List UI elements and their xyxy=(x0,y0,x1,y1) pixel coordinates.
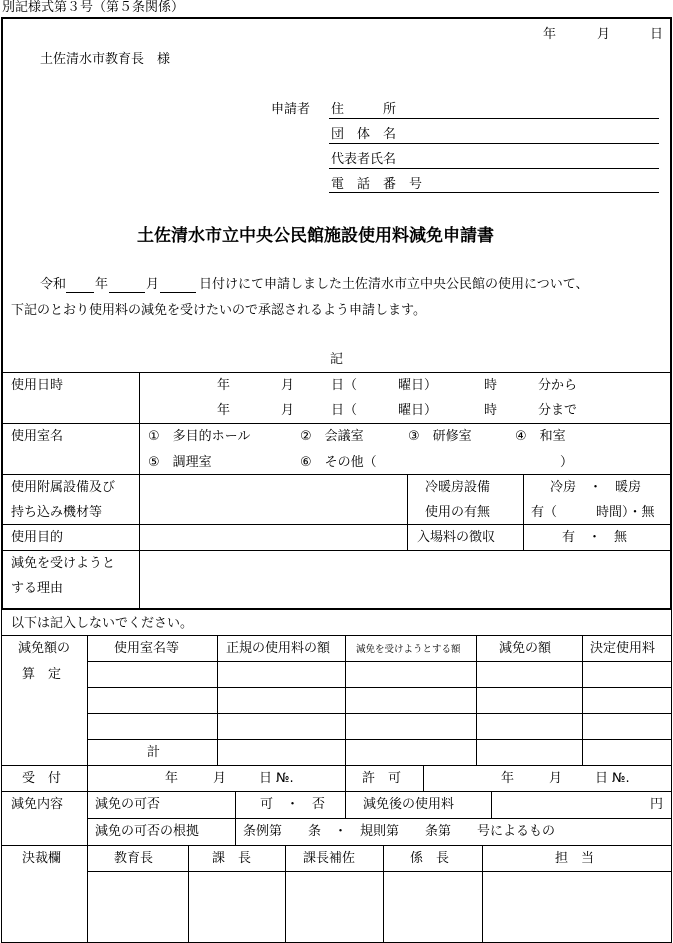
room-option-other-close: ） xyxy=(560,455,574,470)
calc-header-room: 使用室名等 xyxy=(114,641,180,656)
reason-label-line2: する理由 xyxy=(11,581,64,596)
applicant-label: 申請者 xyxy=(271,102,311,117)
room-option-training[interactable]: ③ 研修室 xyxy=(408,429,472,444)
admission-fee-label: 入場料の徴収 xyxy=(417,530,496,545)
body-month-field[interactable] xyxy=(109,292,145,293)
applicant-group-label: 団 体 名 xyxy=(331,127,397,142)
equipment-label-line1: 使用附属設備及び xyxy=(11,480,116,495)
calc-header-final-fee: 決定使用料 xyxy=(590,641,656,656)
hvac-label-line2: 使用の有無 xyxy=(425,505,491,520)
applicant-address-field[interactable] xyxy=(329,118,659,119)
after-fee-label: 減免後の使用料 xyxy=(363,797,455,812)
calc-header-regular-fee: 正規の使用料の額 xyxy=(226,641,331,656)
hvac-detail[interactable]: 有（ 時間）・無 xyxy=(531,505,655,520)
reason-label-line1: 減免を受けようと xyxy=(11,556,116,571)
role-superintendent: 教育長 xyxy=(114,851,154,866)
applicant-phone-label: 電 話 番 号 xyxy=(331,177,423,192)
body-era-year-field[interactable] xyxy=(66,292,94,293)
room-option-hall[interactable]: ① 多目的ホール xyxy=(148,429,251,444)
role-staff: 担 当 xyxy=(555,851,595,866)
applicant-rep-field[interactable] xyxy=(329,168,659,169)
body-day-field[interactable] xyxy=(160,292,196,293)
role-subsection-chief: 係 長 xyxy=(410,851,450,866)
basis-text[interactable]: 条例第 条 ・ 規則第 条第 号によるもの xyxy=(243,824,556,839)
room-option-other[interactable]: ⑥ その他（ xyxy=(300,455,377,470)
calc-header-reduction: 減免の額 xyxy=(499,641,552,656)
reduction-label: 減免内容 xyxy=(11,797,64,812)
office-use-note: 以下は記入しないでください。 xyxy=(11,616,194,631)
form-style-label: 別記様式第３号（第５条関係） xyxy=(2,0,185,15)
body-line-2: 下記のとおり使用料の減免を受けたいので承認されるよう申請します。 xyxy=(11,303,426,318)
approval-section-label: 決裁欄 xyxy=(22,851,62,866)
basis-label: 減免の可否の根拠 xyxy=(95,824,200,839)
room-label: 使用室名 xyxy=(11,429,64,444)
calc-label-line1: 減免額の xyxy=(18,641,71,656)
yen-unit: 円 xyxy=(650,797,664,812)
applicant-rep-label: 代表者氏名 xyxy=(331,152,397,167)
room-option-meeting[interactable]: ② 会議室 xyxy=(300,429,364,444)
equipment-label-line2: 持ち込み機材等 xyxy=(11,505,103,520)
permit-label: 許 可 xyxy=(362,771,402,786)
applicant-group-field[interactable] xyxy=(329,143,659,144)
hvac-label-line1: 冷暖房設備 xyxy=(425,480,491,495)
role-deputy-chief: 課長補佐 xyxy=(303,851,356,866)
admission-fee-choice[interactable]: 有 ・ 無 xyxy=(562,530,628,545)
purpose-label: 使用目的 xyxy=(11,530,64,545)
room-option-kitchen[interactable]: ⑤ 調理室 xyxy=(148,455,212,470)
room-option-japanese[interactable]: ④ 和室 xyxy=(515,429,566,444)
approval-choice[interactable]: 可 ・ 否 xyxy=(260,797,326,812)
ki-label: 記 xyxy=(330,352,344,367)
receipt-label: 受 付 xyxy=(22,771,62,786)
role-section-chief: 課 長 xyxy=(212,851,252,866)
hvac-choice[interactable]: 冷房 ・ 暖房 xyxy=(550,480,642,495)
calc-header-requested: 減免を受けようとする額 xyxy=(356,644,461,655)
applicant-phone-field[interactable] xyxy=(329,192,659,193)
calc-total-label: 計 xyxy=(147,745,161,760)
addressee: 土佐清水市教育長 様 xyxy=(40,52,171,67)
calc-label-line2: 算 定 xyxy=(22,667,62,682)
approval-label: 減免の可否 xyxy=(95,797,161,812)
applicant-address-label: 住 所 xyxy=(331,102,397,117)
usage-datetime-label: 使用日時 xyxy=(11,378,64,393)
form-title: 土佐清水市立中央公民館施設使用料減免申請書 xyxy=(137,226,494,246)
